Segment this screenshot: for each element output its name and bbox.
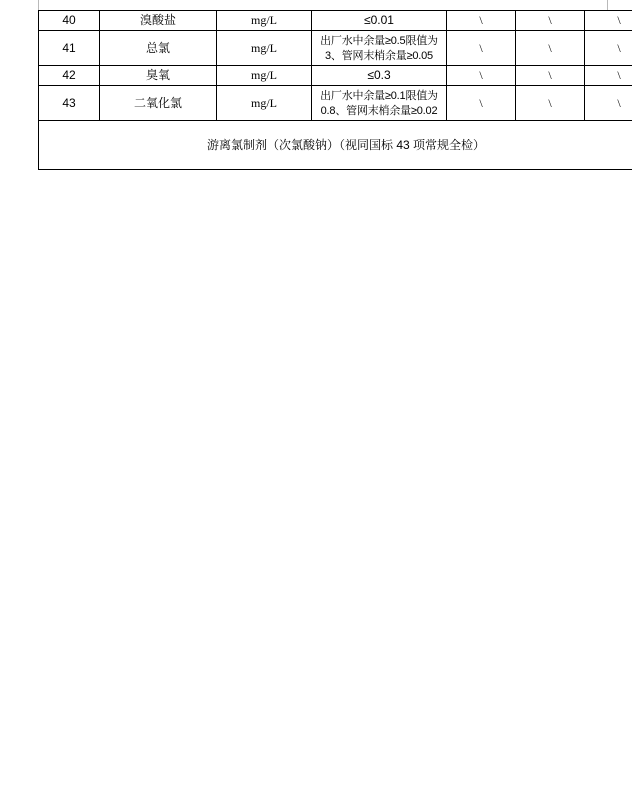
unit-text: mg/L — [251, 68, 277, 82]
result-value: \ — [548, 68, 552, 82]
cell-result-1 — [447, 11, 516, 31]
cell-limit — [312, 66, 447, 86]
result-value: \ — [617, 95, 621, 110]
cell-result-3 — [585, 31, 632, 66]
result-value: \ — [479, 13, 483, 27]
table-row — [39, 31, 632, 66]
cell-index: 42 — [39, 66, 100, 86]
result-value: \ — [548, 40, 552, 55]
table-footer-row — [39, 121, 632, 170]
cell-item-name: 臭氧 — [100, 66, 217, 86]
cell-result-3 — [585, 86, 632, 121]
result-value: \ — [548, 13, 552, 27]
cell-index: 43 — [39, 86, 100, 121]
limit-text: ≤0.01 — [364, 13, 394, 27]
cell-item-name: 总氯 — [100, 31, 217, 66]
page-border-marks — [38, 0, 608, 10]
document-page — [38, 10, 621, 170]
cell-unit — [217, 86, 312, 121]
footer-note: 游离氯制剂（次氯酸钠）（视同国标 43 项常规全检） — [39, 121, 632, 170]
limit-text: 出厂水中余量≥0.1限值为0.8、管网末梢余量≥0.02 — [320, 90, 438, 117]
cell-result-2 — [516, 31, 585, 66]
cell-result-1 — [447, 66, 516, 86]
table-row — [39, 66, 632, 86]
cell-result-3 — [585, 11, 632, 31]
result-value: \ — [479, 95, 483, 110]
result-value: \ — [617, 68, 621, 82]
cell-result-1 — [447, 86, 516, 121]
result-value: \ — [617, 40, 621, 55]
limit-text: 出厂水中余量≥0.5限值为3、管网末梢余量≥0.05 — [320, 35, 438, 62]
cell-index: 41 — [39, 31, 100, 66]
cell-limit — [312, 11, 447, 31]
result-value: \ — [479, 40, 483, 55]
table-row — [39, 86, 632, 121]
cell-limit — [312, 86, 447, 121]
cell-result-2 — [516, 86, 585, 121]
unit-text: mg/L — [251, 40, 277, 55]
table-row — [39, 11, 632, 31]
cell-result-2 — [516, 66, 585, 86]
cell-limit — [312, 31, 447, 66]
cell-item-name: 溴酸盐 — [100, 11, 217, 31]
unit-text: mg/L — [251, 95, 277, 110]
result-value: \ — [548, 95, 552, 110]
limit-text: ≤0.3 — [367, 68, 391, 82]
cell-unit — [217, 31, 312, 66]
cell-unit — [217, 66, 312, 86]
cell-result-3 — [585, 66, 632, 86]
result-value: \ — [617, 13, 621, 27]
cell-unit — [217, 11, 312, 31]
unit-text: mg/L — [251, 13, 277, 27]
cell-index: 40 — [39, 11, 100, 31]
result-value: \ — [479, 68, 483, 82]
cell-result-2 — [516, 11, 585, 31]
water-quality-table — [38, 10, 632, 170]
cell-result-1 — [447, 31, 516, 66]
cell-item-name: 二氧化氯 — [100, 86, 217, 121]
